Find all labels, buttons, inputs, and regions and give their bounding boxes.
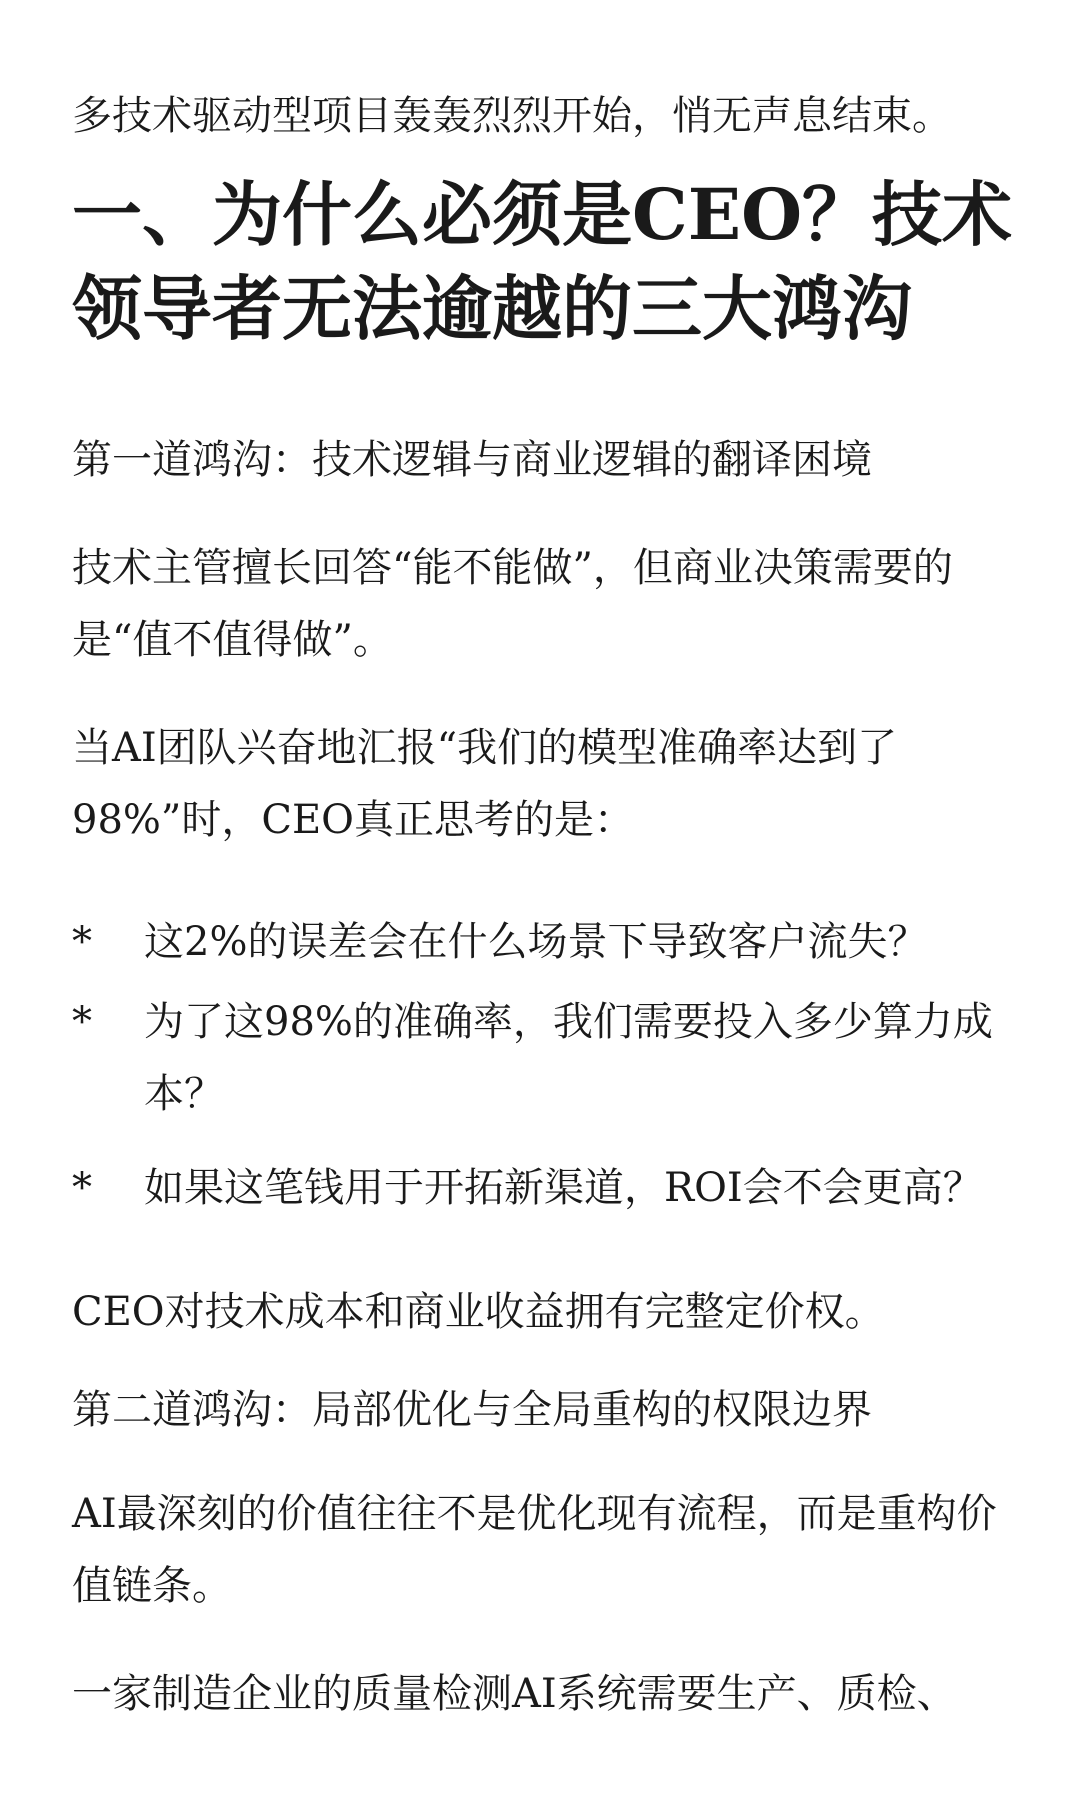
- gap-2-title: 第二道鸿沟：局部优化与全局重构的权限边界: [72, 1387, 872, 1433]
- paragraph-5: 一家制造企业的质量检测AI系统需要生产、质检、: [72, 1671, 957, 1717]
- gap-1-title: 第一道鸿沟：技术逻辑与商业逻辑的翻译困境: [72, 437, 872, 483]
- list-item: [72, 986, 1022, 1130]
- section-heading: 一、为什么必须是CEO？技术领导者无法逾越的三大鸿沟: [72, 173, 1013, 350]
- bullet-marker: *: [72, 1165, 92, 1211]
- list-item: [72, 906, 1022, 978]
- bullet-marker: *: [72, 999, 92, 1045]
- paragraph-2: 当AI团队兴奋地汇报“我们的模型准确率达到了98%”时，CEO真正思考的是：: [72, 725, 898, 843]
- paragraph-4: AI最深刻的价值往往不是优化现有流程，而是重构价值链条。: [72, 1491, 997, 1609]
- paragraph-3: CEO对技术成本和商业收益拥有完整定价权。: [72, 1289, 885, 1335]
- list-item: [72, 1152, 1022, 1224]
- list-item-text: 如果这笔钱用于开拓新渠道，ROI会不会更高？: [144, 1165, 983, 1211]
- list-item-text: 为了这98%的准确率，我们需要投入多少算力成本？: [144, 999, 993, 1117]
- intro-paragraph: 多技术驱动型项目轰轰烈烈开始，悄无声息结束。: [72, 93, 952, 139]
- paragraph-1: 技术主管擅长回答“能不能做”，但商业决策需要的是“值不值得做”。: [72, 545, 953, 663]
- bullet-marker: *: [72, 919, 92, 965]
- list-item-text: 这2%的误差会在什么场景下导致客户流失？: [144, 919, 928, 965]
